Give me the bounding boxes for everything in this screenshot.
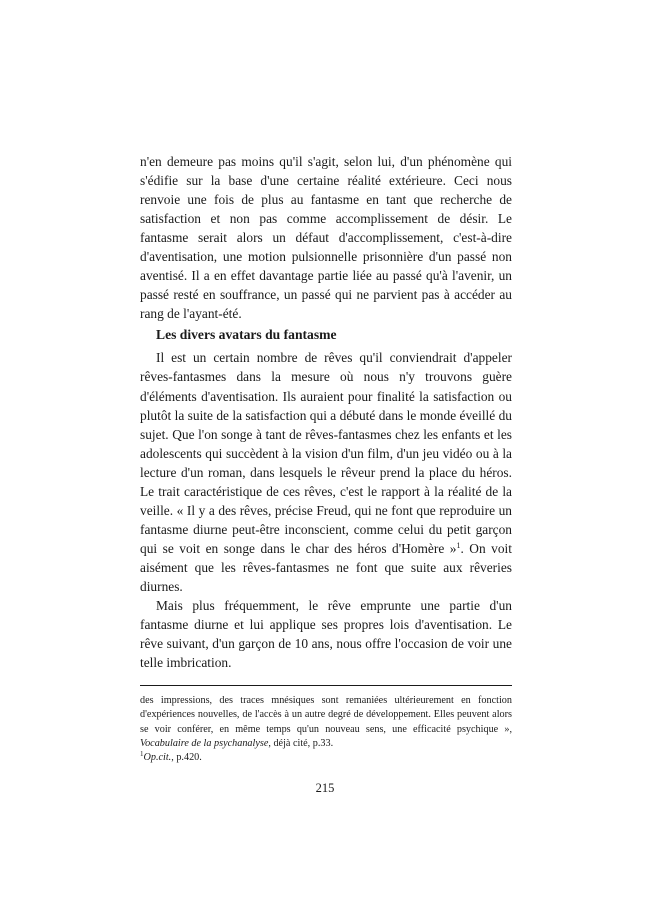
footnote-continued-text: des impressions, des traces mnésiques sont remaniées ultérieurement en fonction d'expériences nouvelles, de l'accès à un autre degré de développement. Elles peuvent alors se voir conférer, en même temps qu'un nouveau sens, une efficacité psychique »,	[140, 695, 512, 735]
footnote-1	[140, 751, 512, 765]
footnote-1-rest: , p.420.	[171, 752, 202, 764]
footnote-continued	[140, 694, 512, 751]
footnote-rule	[140, 685, 512, 686]
footnote-ref-1[interactable]: 1	[456, 540, 461, 550]
paragraph-2-text-end: . On voit aisément que les rêves-fantasmes ne font que suite aux rêveries diurnes.	[140, 540, 512, 594]
page-number: 215	[315, 781, 335, 795]
paragraph-1: n'en demeure pas moins qu'il s'agit, selon lui, d'un phénomène qui s'édifie sur la base d'une certaine réalité extérieure. Ceci nous renvoie une fois de plus au fantasme en tant que recherche de satisfaction et non pas comme accomplissement de désir. Le fantasme serait alors un défaut d'accomplissement, c'est-à-dire d'aventisation, une motion pulsionnelle prisonnière d'un passé non aventisé. Il a en effet davantage partie liée au passé qu'à l'avenir, un passé resté en souffrance, un passé qui ne parvient pas à accéder au rang de l'ayant-été.	[140, 154, 512, 322]
footnote-work-title: Vocabulaire de la psychanalyse	[140, 737, 269, 749]
footnote-1-title: Op.cit.	[143, 752, 172, 764]
paragraph-2-text: Il est un certain nombre de rêves qu'il conviendrait d'appeler rêves-fantasmes dans la mesure où nous n'y trouvons guère d'éléments d'aventisation. Ils auraient pour finalité la satisfaction ou plutôt la suite de la satisfaction qui a débuté dans le monde éveillé du sujet. Que l'on songe à tant de rêves-fantasmes chez les enfants et les adolescents qui succèdent à la vision d'un film, d'un jeu vidéo ou à la lecture d'un roman, dans lesquels le rêveur prend la place du héros. Le trait caractéristique de ces rêves, c'est le rapport à la réalité de la veille. « Il y a des rêves, précise Freud, qui ne font que reproduire un fantasme diurne peut-être inconscient, comme celui du petit garçon qui se voit en songe dans le char des héros d'Homère »	[140, 350, 512, 556]
paragraph-3: Mais plus fréquemment, le rêve emprunte une partie d'un fantasme diurne et lui applique ses propres lois d'aventisation. Le rêve suivant, d'un garçon de 10 ans, nous offre l'occasion de voir une telle imbrication.	[140, 598, 512, 671]
footnote-work-rest: , déjà cité, p.33.	[268, 737, 334, 749]
paragraph-2	[140, 348, 512, 596]
section-heading: Les divers avatars du fantasme	[156, 327, 337, 343]
footnote-1-marker: 1	[140, 750, 144, 759]
page-body	[140, 152, 512, 765]
footnotes	[140, 694, 512, 765]
